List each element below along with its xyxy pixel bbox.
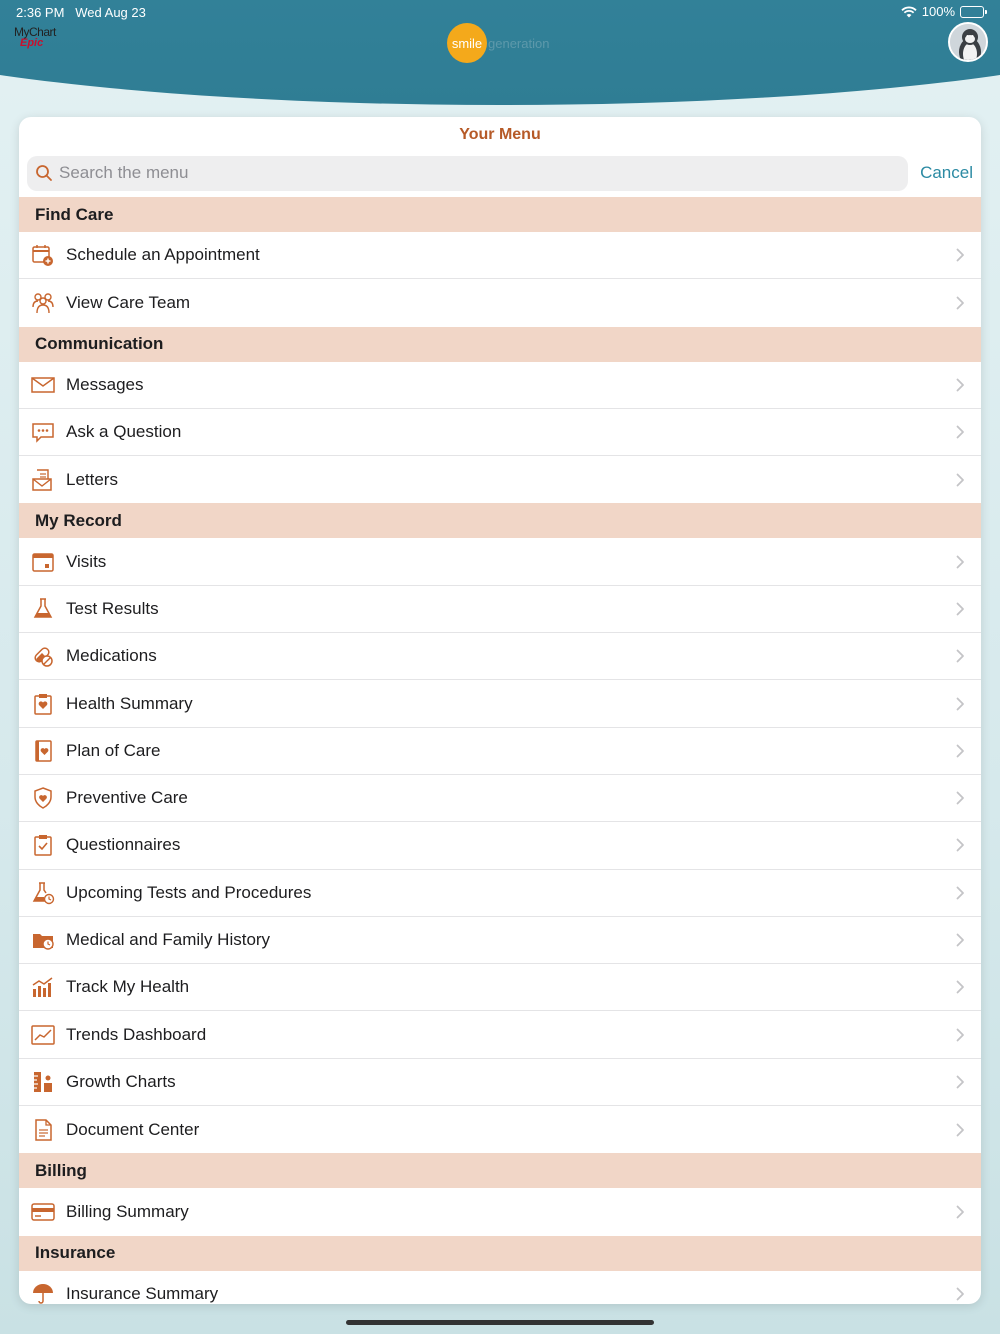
menu-item-label: Billing Summary [66, 1201, 189, 1221]
pill-icon [31, 644, 55, 668]
epic-logo-text: Epic [20, 37, 44, 49]
folder-clock-icon [31, 928, 55, 952]
envelope-icon [31, 373, 55, 397]
growth-chart-icon [31, 1070, 55, 1094]
menu-item-track-my-health[interactable] [19, 964, 981, 1011]
chevron-right-icon [956, 1123, 965, 1137]
chevron-right-icon [956, 980, 965, 994]
home-indicator[interactable] [346, 1320, 654, 1325]
chevron-right-icon [956, 473, 965, 487]
brand-logo-smile: smile [447, 23, 487, 63]
cancel-button[interactable]: Cancel [920, 163, 973, 182]
status-indicators [901, 4, 984, 19]
menu-item-label: Health Summary [66, 693, 193, 713]
chevron-right-icon [956, 1028, 965, 1042]
menu-item-preventive-care[interactable] [19, 775, 981, 822]
menu-item-plan-of-care[interactable] [19, 728, 981, 775]
chat-bubble-icon [31, 420, 55, 444]
clipboard-heart-icon [31, 692, 55, 716]
chevron-right-icon [956, 425, 965, 439]
chevron-right-icon [956, 697, 965, 711]
chevron-right-icon [956, 791, 965, 805]
menu-item-billing-summary[interactable] [19, 1188, 981, 1235]
menu-item-medications[interactable] [19, 633, 981, 680]
search-row [19, 153, 981, 193]
clipboard-check-icon [31, 833, 55, 857]
menu-item-label: Trends Dashboard [66, 1024, 207, 1044]
menu-item-health-summary[interactable] [19, 680, 981, 727]
chevron-right-icon [956, 886, 965, 900]
chevron-right-icon [956, 296, 965, 310]
chevron-right-icon [956, 1287, 965, 1301]
menu-item-upcoming-tests-and-procedures[interactable] [19, 870, 981, 917]
battery-percent: 100% [921, 4, 955, 19]
status-time [16, 5, 146, 20]
calendar-plus-icon [31, 243, 55, 267]
menu-item-label: Questionnaires [66, 835, 181, 855]
menu-item-insurance-summary[interactable] [19, 1271, 981, 1304]
credit-card-icon [31, 1200, 55, 1224]
chevron-right-icon [956, 649, 965, 663]
menu-panel [19, 117, 981, 1304]
search-icon [35, 164, 53, 182]
menu-item-label: Ask a Question [66, 422, 182, 442]
menu-item-label: Letters [66, 469, 118, 489]
chevron-right-icon [956, 1205, 965, 1219]
menu-item-letters[interactable] [19, 456, 981, 503]
shield-heart-icon [31, 786, 55, 810]
section-header-my-record: My Record [19, 503, 981, 538]
document-icon [31, 1118, 55, 1142]
bar-chart-icon [31, 975, 55, 999]
section-header-billing: Billing [19, 1153, 981, 1188]
menu-item-medical-and-family-history[interactable] [19, 917, 981, 964]
chevron-right-icon [956, 555, 965, 569]
menu-item-growth-charts[interactable] [19, 1059, 981, 1106]
flask-clock-icon [31, 881, 55, 905]
menu-item-test-results[interactable] [19, 586, 981, 633]
care-team-icon [31, 291, 55, 315]
menu-sections [19, 197, 981, 1304]
menu-item-label: Plan of Care [66, 740, 161, 760]
wifi-icon [901, 6, 917, 18]
trend-chart-icon [31, 1023, 55, 1047]
menu-item-view-care-team[interactable] [19, 279, 981, 326]
menu-item-questionnaires[interactable] [19, 822, 981, 869]
menu-item-label: Growth Charts [66, 1071, 176, 1091]
menu-item-label: Test Results [66, 598, 159, 618]
menu-item-label: Preventive Care [66, 788, 188, 808]
section-header-communication: Communication [19, 327, 981, 362]
menu-item-document-center[interactable] [19, 1106, 981, 1153]
menu-item-label: Medical and Family History [66, 930, 271, 949]
umbrella-icon [31, 1282, 55, 1304]
chevron-right-icon [956, 248, 965, 262]
chevron-right-icon [956, 838, 965, 852]
chevron-right-icon [956, 1075, 965, 1089]
chevron-right-icon [956, 378, 965, 392]
calendar-icon [31, 550, 55, 574]
menu-item-schedule-an-appointment[interactable] [19, 232, 981, 279]
letter-icon [31, 468, 55, 492]
menu-title: Your Menu [459, 126, 541, 143]
mychart-logo [14, 26, 74, 56]
menu-item-label: Schedule an Appointment [66, 245, 260, 265]
chevron-right-icon [956, 933, 965, 947]
menu-item-messages[interactable] [19, 362, 981, 409]
brand-logo-generation: generation [488, 35, 550, 51]
brand-logo [447, 23, 549, 63]
menu-item-trends-dashboard[interactable] [19, 1011, 981, 1058]
menu-item-label: Messages [66, 374, 144, 394]
section-header-find-care: Find Care [19, 197, 981, 232]
status-date: Wed Aug 23 [75, 5, 146, 20]
section-header-insurance: Insurance [19, 1236, 981, 1271]
chevron-right-icon [956, 744, 965, 758]
status-clock: 2:36 PM [16, 5, 65, 20]
menu-item-label: Upcoming Tests and Procedures [66, 882, 312, 902]
search-box[interactable] [27, 156, 908, 191]
search-input[interactable] [59, 163, 908, 183]
chevron-right-icon [956, 602, 965, 616]
status-bar [0, 0, 1000, 24]
menu-item-visits[interactable] [19, 538, 981, 585]
flask-icon [31, 597, 55, 621]
menu-item-label: Medications [66, 646, 157, 666]
menu-item-label: Visits [66, 551, 107, 571]
menu-item-label: Track My Health [66, 977, 190, 997]
menu-item-ask-a-question[interactable] [19, 409, 981, 456]
menu-item-label: Insurance Summary [66, 1284, 219, 1304]
notebook-heart-icon [31, 739, 55, 763]
menu-item-label: View Care Team [66, 292, 191, 312]
menu-item-label: Document Center [66, 1119, 200, 1139]
avatar[interactable] [948, 22, 988, 62]
battery-icon [960, 6, 984, 18]
mychart-logo-text: MyChart [14, 25, 56, 39]
